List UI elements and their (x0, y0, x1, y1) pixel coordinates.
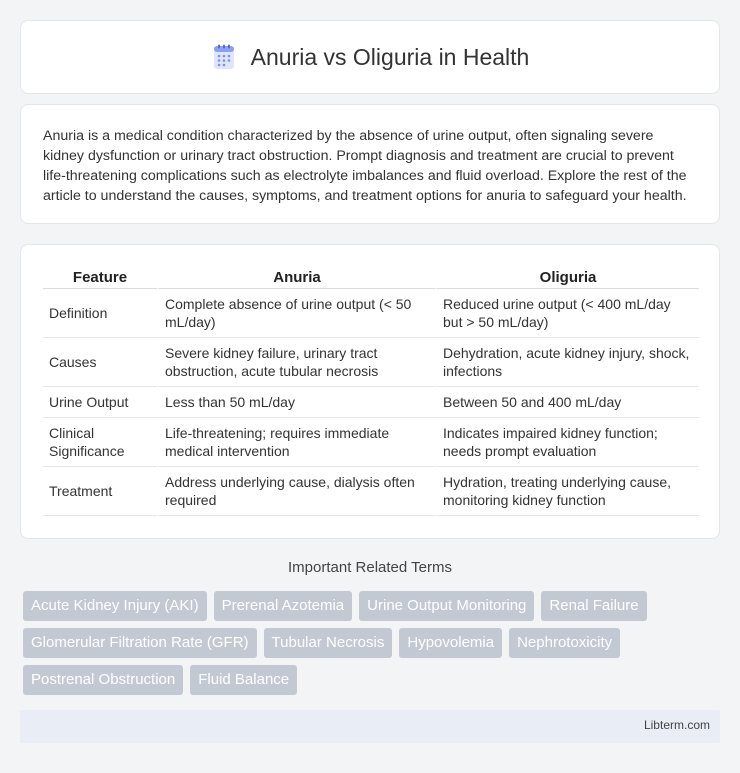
header-feature: Feature (43, 267, 157, 289)
related-term-tag[interactable]: Renal Failure (541, 591, 646, 621)
oliguria-cell: Reduced urine output (< 400 mL/day but > 50 mL/day) (435, 289, 699, 338)
oliguria-cell: Dehydration, acute kidney injury, shock, infections (435, 338, 699, 387)
feature-cell: Causes (43, 338, 157, 387)
header-anuria: Anuria (157, 267, 435, 289)
related-term-tag[interactable]: Tubular Necrosis (264, 628, 393, 658)
related-term-tag[interactable]: Fluid Balance (190, 665, 297, 695)
table-row (43, 418, 699, 467)
comparison-card (20, 244, 720, 539)
table-row (43, 289, 699, 338)
feature-cell: Urine Output (43, 387, 157, 418)
related-term-tag[interactable]: Postrenal Obstruction (23, 665, 183, 695)
feature-cell: Clinical Significance (43, 418, 157, 467)
intro-text: Anuria is a medical condition characterized by the absence of urine output, often signaling severe kidney dysfunction or urinary tract obstruction. Prompt diagnosis and treatment are crucial to prevent life-threatening complications such as electrolyte imbalances and fluid overload. Explore the rest of the article to understand the causes, symptoms, and treatment options for anuria to safeguard your health. (43, 128, 687, 204)
related-terms-list (23, 591, 723, 695)
oliguria-cell: Between 50 and 400 mL/day (435, 387, 699, 418)
feature-cell: Definition (43, 289, 157, 338)
related-term-tag[interactable]: Nephrotoxicity (509, 628, 620, 658)
related-term-tag[interactable]: Hypovolemia (399, 628, 502, 658)
table-header-row (43, 267, 699, 289)
anuria-cell: Complete absence of urine output (< 50 mL/day) (157, 289, 435, 338)
header-card (20, 20, 720, 94)
table-row (43, 338, 699, 387)
page-title: Anuria vs Oliguria in Health (250, 43, 530, 70)
header-oliguria: Oliguria (435, 267, 699, 289)
intro-card (20, 104, 720, 224)
related-terms-title: Important Related Terms (288, 559, 452, 576)
comparison-table (43, 267, 699, 516)
anuria-cell: Severe kidney failure, urinary tract obstruction, acute tubular necrosis (157, 338, 435, 387)
footer-site-link[interactable]: Libterm.com (643, 718, 710, 732)
anuria-cell: Life-threatening; requires immediate medical intervention (157, 418, 435, 467)
footer-bar (20, 710, 720, 743)
feature-cell: Treatment (43, 467, 157, 516)
table-row (43, 467, 699, 516)
document-icon (211, 44, 237, 70)
related-term-tag[interactable]: Urine Output Monitoring (359, 591, 534, 621)
anuria-cell: Address underlying cause, dialysis often required (157, 467, 435, 516)
related-term-tag[interactable]: Glomerular Filtration Rate (GFR) (23, 628, 257, 658)
anuria-cell: Less than 50 mL/day (157, 387, 435, 418)
oliguria-cell: Indicates impaired kidney function; needs prompt evaluation (435, 418, 699, 467)
related-term-tag[interactable]: Acute Kidney Injury (AKI) (23, 591, 207, 621)
oliguria-cell: Hydration, treating underlying cause, monitoring kidney function (435, 467, 699, 516)
related-term-tag[interactable]: Prerenal Azotemia (214, 591, 353, 621)
table-row (43, 387, 699, 418)
